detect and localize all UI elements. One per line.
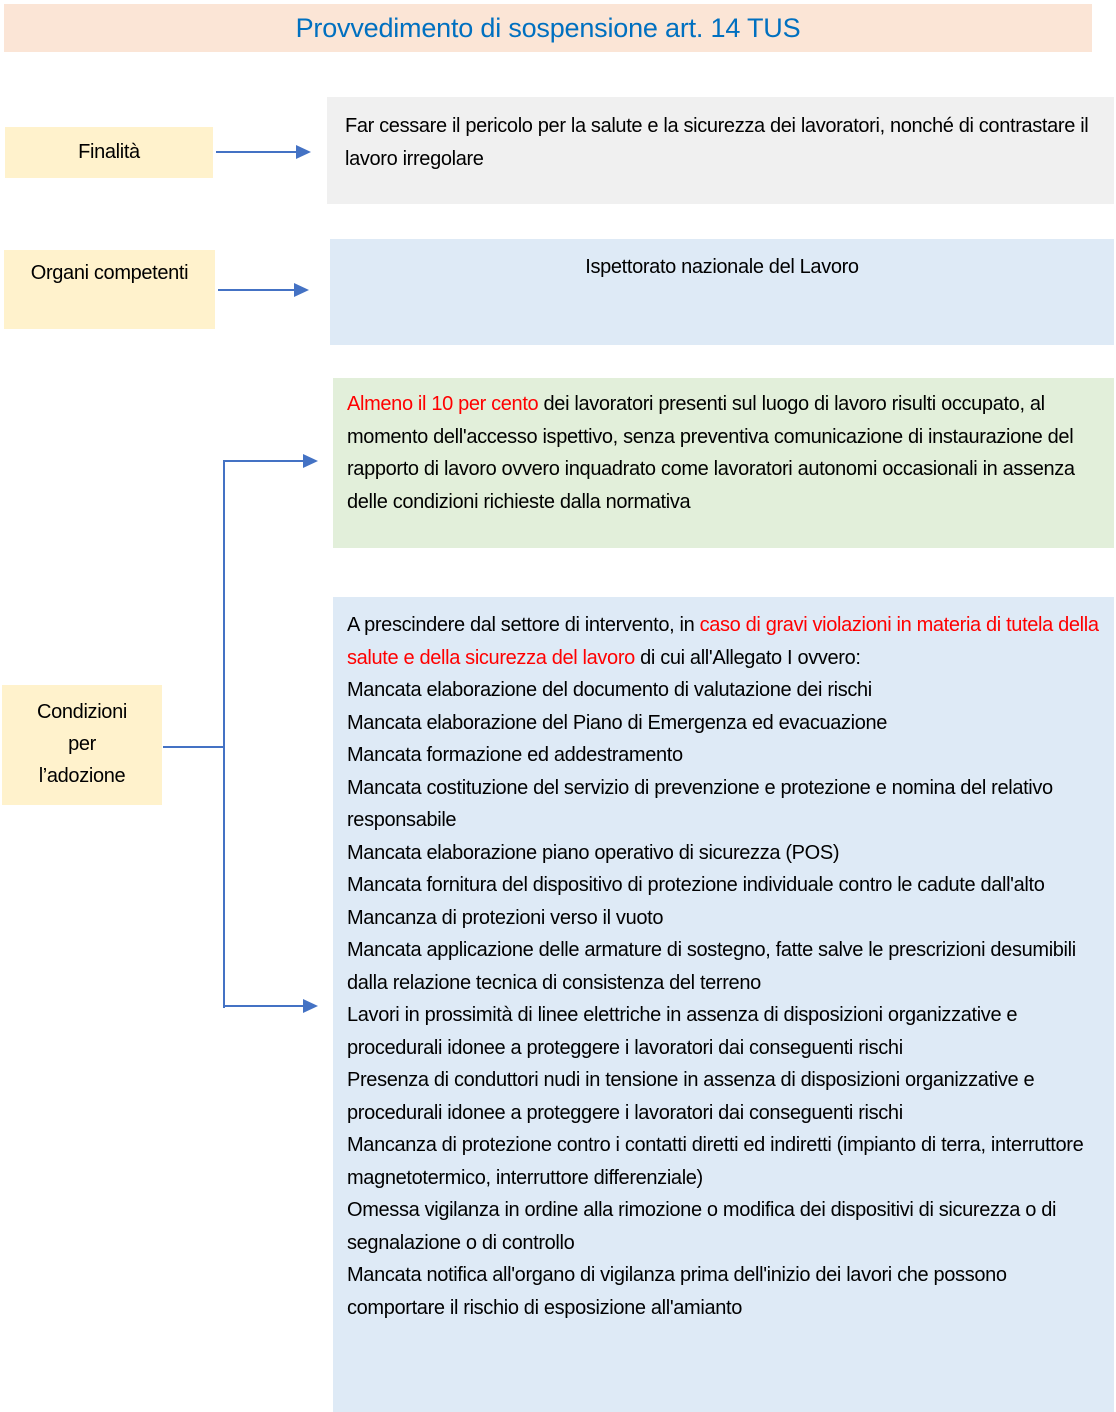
organi-content-text: Ispettorato nazionale del Lavoro [585, 256, 859, 278]
arrow-branch-top-head [303, 454, 318, 468]
organi-label: Organi competenti [30, 262, 189, 284]
label-box-finalita [5, 127, 213, 178]
arrow-branch-bottom-head [303, 999, 318, 1013]
violation-item: Lavori in prossimità di linee elettriche in assenza di disposizioni organizzative e procedurali idonee a proteggere i lavoratori dai conseguenti rischi [347, 1004, 1018, 1059]
arrow-branch-top-line [223, 460, 305, 462]
violation-item: Mancata formazione ed addestramento [347, 744, 683, 766]
finalita-label: Finalità [78, 141, 140, 163]
finalita-content-text: Far cessare il pericolo per la salute e la sicurezza dei lavoratori, nonché di contrastare il lavoro irregolare [345, 115, 1089, 170]
arrow-finalita-line [216, 151, 298, 153]
connector-condizioni-stub [163, 746, 224, 748]
condizioni-label-line-1: Condizioni [37, 701, 127, 723]
finalita-content-box [327, 97, 1114, 204]
violation-item: Mancata notifica all'organo di vigilanza prima dell'inizio dei lavori che possono comportare il rischio di esposizione all'amianto [347, 1264, 1007, 1319]
organi-content-box [330, 239, 1114, 345]
arrow-organi-line [218, 289, 296, 291]
page-title: Provvedimento di sospensione art. 14 TUS [295, 12, 801, 43]
violation-item: Mancanza di protezione contro i contatti diretti ed indiretti (impianto di terra, interruttore magnetotermico, interruttore differenziale) [347, 1134, 1084, 1189]
condition2-intro-highlight: caso di gravi violazioni in materia di tutela della salute e della sicurezza del lavoro [347, 614, 1099, 669]
condition2-intro-after: di cui all'Allegato I ovvero: [634, 646, 861, 669]
arrow-finalita-head [296, 145, 311, 159]
arrow-organi-head [294, 283, 309, 297]
violation-item: Mancata elaborazione del Piano di Emergenza ed evacuazione [347, 711, 888, 734]
condition1-text: dei lavoratori presenti sul luogo di lavoro risulti occupato, al momento dell'accesso ispettivo, senza preventiva comunicazione di instaurazione del rapporto di lavoro ovvero inquadrato come lavoratori autonomi occasionali in assenza delle condizioni richieste dalla normativa [347, 393, 1075, 513]
label-box-condizioni [2, 685, 162, 805]
violation-item: Mancata elaborazione piano operativo di sicurezza (POS) [347, 841, 840, 864]
arrow-branch-bottom-line [223, 1005, 305, 1007]
title-banner [4, 4, 1092, 52]
condition1-highlight-text: Almeno il 10 per cento [347, 393, 539, 415]
condizioni-label-line-3: l’adozione [38, 765, 126, 787]
label-box-organi [4, 250, 215, 329]
condizioni-label-line-2: per [68, 733, 96, 755]
violation-item: Mancata applicazione delle armature di sostegno, fatte salve le prescrizioni desumibili dalla relazione tecnica di consistenza del terreno [347, 939, 1076, 994]
violation-item: Omessa vigilanza in ordine alla rimozione o modifica dei dispositivi di sicurezza o di segnalazione o di controllo [347, 1199, 1057, 1254]
condition1-content-box [333, 378, 1114, 548]
violation-item: Mancata costituzione del servizio di prevenzione e protezione e nomina del relativo responsabile [347, 776, 1053, 831]
violation-item: Mancanza di protezioni verso il vuoto [347, 906, 664, 929]
connector-condizioni-trunk [223, 461, 225, 1008]
condition2-intro [347, 609, 1104, 674]
condition2-content-box [333, 597, 1114, 1412]
violation-item: Mancata fornitura del dispositivo di protezione individuale contro le cadute dall'alto [347, 874, 1045, 896]
violation-item: Mancata elaborazione del documento di valutazione dei rischi [347, 679, 872, 701]
violation-item: Presenza di conduttori nudi in tensione in assenza di disposizioni organizzative e procedurali idonee a proteggere i lavoratori dai conseguenti rischi [347, 1069, 1035, 1124]
condition2-intro-before: A prescindere dal settore di intervento, in [347, 614, 700, 636]
